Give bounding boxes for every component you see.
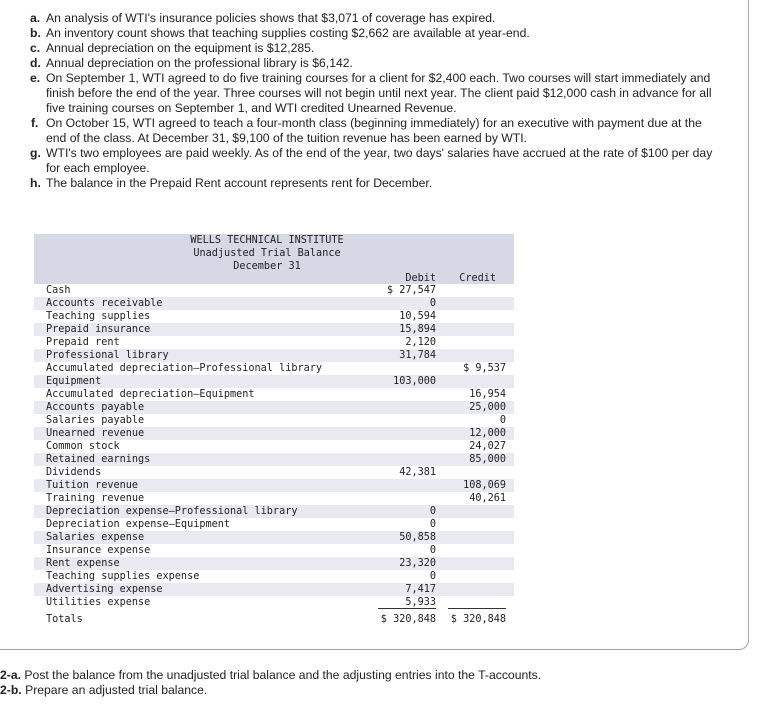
table-row	[34, 284, 514, 297]
item-text: An inventory count shows that teaching supplies costing $2,662 are available at year-end.	[46, 26, 530, 40]
table-row	[34, 596, 514, 609]
table-row	[34, 492, 514, 505]
debit-amount: $ 27,547	[386, 285, 436, 296]
credit-amount: 108,069	[463, 480, 506, 491]
account-name: Accumulated depreciation—Professional library	[46, 363, 323, 374]
adjustment-item	[30, 146, 720, 176]
credit-amount: 40,261	[469, 493, 506, 504]
table-row	[34, 505, 514, 518]
requirement-label: 2-a.	[0, 668, 22, 682]
requirement-2b	[0, 683, 541, 698]
table-row	[34, 518, 514, 531]
account-name: Prepaid rent	[46, 337, 120, 348]
debit-amount: 2,120	[405, 337, 436, 348]
credit-amount: 0	[499, 415, 506, 426]
requirement-2a	[0, 668, 541, 683]
account-name: Training revenue	[46, 493, 145, 504]
item-letter: g.	[30, 146, 41, 160]
table-row	[34, 362, 514, 375]
account-name: Dividends	[46, 467, 102, 478]
debit-amount: 23,320	[399, 558, 436, 569]
credit-total: $ 320,848	[450, 614, 506, 625]
trial-balance-title-block	[34, 235, 512, 273]
debit-amount: 0	[429, 545, 436, 556]
debit-amount: 7,417	[405, 584, 436, 595]
account-name: Accounts payable	[46, 402, 145, 413]
credit-amount: 24,027	[469, 441, 506, 452]
requirements	[0, 668, 541, 698]
requirement-text: Post the balance from the unadjusted trial balance and the adjusting entries into the T-accounts.	[24, 668, 542, 682]
account-name: Rent expense	[46, 558, 120, 569]
account-name: Retained earnings	[46, 454, 151, 465]
item-text: Annual depreciation on the professional library is $6,142.	[46, 56, 353, 70]
table-row	[34, 401, 514, 414]
table-row	[34, 375, 514, 388]
table-row	[34, 323, 514, 336]
table-row	[34, 479, 514, 492]
account-name: Advertising expense	[46, 584, 163, 595]
trial-balance-header	[34, 234, 514, 284]
table-row	[34, 336, 514, 349]
table-row	[34, 388, 514, 401]
company-name: WELLS TECHNICAL INSTITUTE	[190, 235, 344, 246]
account-name: Utilities expense	[46, 597, 151, 608]
account-name: Depreciation expense—Equipment	[46, 519, 231, 530]
table-row	[34, 349, 514, 362]
debit-total-rule	[378, 608, 436, 609]
account-name: Insurance expense	[46, 545, 151, 556]
item-text: Annual depreciation on the equipment is $12,285.	[46, 41, 315, 55]
account-name: Depreciation expense—Professional library	[46, 506, 298, 517]
account-name: Unearned revenue	[46, 428, 145, 439]
account-name: Teaching supplies expense	[46, 571, 200, 582]
account-name: Tuition revenue	[46, 480, 139, 491]
adjustment-item	[30, 41, 720, 56]
table-row	[34, 557, 514, 570]
table-row	[34, 466, 514, 479]
table-row	[34, 544, 514, 557]
trial-balance-rows	[34, 284, 514, 609]
item-text: The balance in the Prepaid Rent account represents rent for December.	[46, 176, 433, 190]
account-name: Professional library	[46, 350, 169, 361]
account-name: Accounts receivable	[46, 298, 163, 309]
adjustment-item	[30, 56, 720, 71]
debit-amount: 0	[429, 519, 436, 530]
table-row	[34, 453, 514, 466]
unadjusted-trial-balance	[34, 234, 514, 628]
table-row	[34, 427, 514, 440]
debit-amount: 15,894	[399, 324, 436, 335]
item-letter: c.	[30, 41, 41, 55]
item-letter: b.	[30, 26, 41, 40]
table-row	[34, 531, 514, 544]
account-name: Accumulated depreciation—Equipment	[46, 389, 255, 400]
debit-amount: 10,594	[399, 311, 436, 322]
debit-total: $ 320,848	[380, 614, 436, 625]
adjustment-item	[30, 26, 720, 41]
account-name: Prepaid insurance	[46, 324, 151, 335]
item-letter: h.	[30, 176, 41, 190]
statement-date: December 31	[233, 260, 301, 272]
table-row	[34, 440, 514, 453]
credit-amount: 85,000	[469, 454, 506, 465]
item-letter: a.	[30, 11, 41, 25]
account-name: Salaries payable	[46, 415, 145, 426]
adjustment-item	[30, 71, 720, 116]
account-name: Cash	[46, 285, 71, 296]
debit-amount: 0	[429, 506, 436, 517]
debit-amount: 103,000	[393, 376, 436, 387]
item-letter: d.	[30, 56, 41, 70]
credit-amount: $ 9,537	[463, 363, 506, 374]
item-text: WTI's two employees are paid weekly. As of the end of the year, two days' salaries have accrued at the rate of $100 per day for each employee.	[46, 146, 713, 175]
totals-row	[34, 611, 514, 628]
item-letter: e.	[30, 71, 41, 85]
debit-amount: 42,381	[399, 467, 436, 478]
credit-amount: 25,000	[469, 402, 506, 413]
debit-amount: 31,784	[399, 350, 436, 361]
adjustment-item	[30, 176, 720, 191]
debit-amount: 5,933	[405, 597, 436, 608]
item-letter: f.	[31, 116, 39, 130]
credit-amount: 16,954	[469, 389, 506, 400]
account-name: Common stock	[46, 441, 120, 452]
table-row	[34, 297, 514, 310]
debit-amount: 0	[429, 298, 436, 309]
item-text: An analysis of WTI's insurance policies shows that $3,071 of coverage has expired.	[46, 11, 496, 25]
statement-title: Unadjusted Trial Balance	[193, 247, 341, 259]
account-name: Equipment	[46, 376, 102, 387]
adjustment-items	[30, 11, 720, 191]
account-name: Teaching supplies	[46, 311, 151, 322]
table-row	[34, 310, 514, 323]
debit-column-header: Debit	[405, 273, 436, 284]
table-row	[34, 414, 514, 427]
item-text: On October 15, WTI agreed to teach a four-month class (beginning immediately) for an executive with payment due at the end of the class. At December 31, $9,100 of the tuition revenue has been earned by WTI.	[46, 116, 702, 145]
table-row	[34, 570, 514, 583]
credit-amount: 12,000	[469, 428, 506, 439]
requirement-text: Prepare an adjusted trial balance.	[25, 683, 208, 697]
adjustment-item	[30, 11, 720, 26]
adjustment-item	[30, 116, 720, 146]
credit-total-rule	[448, 608, 506, 609]
item-text: On September 1, WTI agreed to do five training courses for a client for $2,400 each. Two courses will start immediately and finish before the end of the year. Three courses will not begin until next year. The client paid $12,000 cash in advance for all five training courses on September 1, and WTI credited Unearned Revenue.	[46, 71, 712, 115]
totals-label: Totals	[46, 614, 83, 625]
credit-column-header: Credit	[459, 273, 496, 284]
debit-amount: 50,858	[399, 532, 436, 543]
debit-amount: 0	[429, 571, 436, 582]
requirement-label: 2-b.	[0, 683, 22, 697]
table-row	[34, 583, 514, 596]
account-name: Salaries expense	[46, 532, 145, 543]
